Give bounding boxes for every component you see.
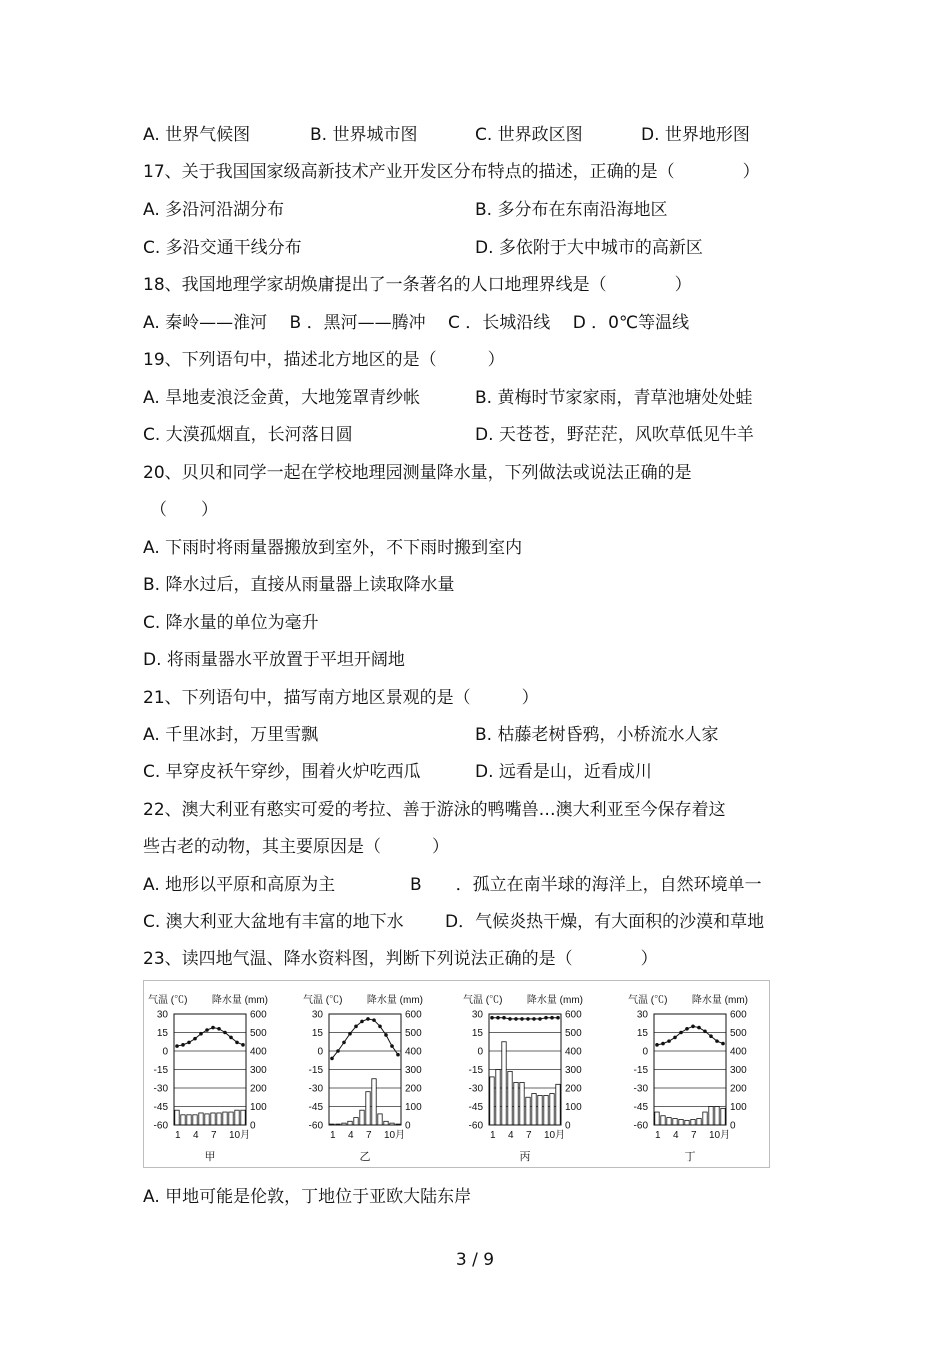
precipitation-tick-label: 500	[565, 1028, 582, 1039]
q21-stem: 21、下列语句中，描写南方地区景观的是（ ）	[143, 688, 539, 708]
temperature-point	[667, 1039, 671, 1043]
temperature-point	[396, 1053, 400, 1057]
precipitation-bar	[360, 1110, 364, 1125]
temperature-tick-label: -45	[153, 1102, 168, 1113]
q21-option-a: A. 千里冰封，万里雪飘	[143, 725, 319, 745]
precipitation-bar	[354, 1118, 358, 1125]
q20-option-a: A. 下雨时将雨量器搬放到室外，不下雨时搬到室内	[143, 538, 523, 558]
month-tick-label: 10月	[384, 1130, 406, 1141]
month-tick-label: 1	[490, 1130, 496, 1141]
precipitation-bar	[679, 1119, 683, 1125]
precipitation-tick-label: 600	[730, 1009, 747, 1021]
temperature-line	[657, 1026, 723, 1045]
temperature-point	[348, 1032, 352, 1036]
q22-option-a: A. 地形以平原和高原为主	[143, 875, 336, 895]
q19-option-c: C. 大漠孤烟直，长河落日圆	[143, 425, 353, 445]
q16-option-c: C. 世界政区图	[475, 125, 583, 145]
temperature-axis-title: 气温 (℃)	[303, 995, 343, 1006]
temperature-point	[181, 1043, 185, 1047]
temperature-tick-label: -45	[308, 1102, 323, 1113]
precipitation-bar	[715, 1107, 719, 1126]
precipitation-axis-title: 降水量 (mm)	[691, 995, 748, 1006]
precipitation-tick-label: 300	[565, 1065, 582, 1076]
temperature-tick-label: -60	[308, 1120, 323, 1132]
precipitation-bar	[520, 1082, 524, 1125]
precipitation-tick-label: 300	[730, 1065, 747, 1076]
month-tick-label: 4	[348, 1130, 354, 1141]
precipitation-bar	[703, 1112, 707, 1125]
month-tick-label: 7	[691, 1130, 697, 1141]
temperature-point	[544, 1016, 548, 1020]
precipitation-tick-label: 200	[250, 1083, 267, 1095]
precipitation-bar	[709, 1107, 713, 1126]
precipitation-tick-label: 100	[565, 1102, 582, 1113]
q23-option-a: A. 甲地可能是伦敦，丁地位于亚欧大陆东岸	[143, 1187, 472, 1207]
temperature-point	[336, 1049, 340, 1053]
precipitation-tick-label: 600	[565, 1009, 582, 1021]
temperature-point	[229, 1036, 233, 1040]
month-tick-label: 7	[211, 1130, 217, 1141]
temperature-tick-label: 0	[477, 1046, 483, 1058]
precipitation-bar	[532, 1094, 536, 1125]
temperature-point	[360, 1020, 364, 1024]
temperature-tick-label: 15	[156, 1028, 168, 1039]
precipitation-bar	[544, 1095, 548, 1125]
precipitation-tick-label: 0	[565, 1120, 571, 1132]
temperature-point	[526, 1017, 530, 1021]
temperature-point	[709, 1034, 713, 1038]
temperature-tick-label: -60	[468, 1120, 483, 1132]
climate-charts-figure	[143, 980, 770, 1168]
precipitation-bar	[721, 1108, 725, 1125]
precipitation-tick-label: 200	[405, 1083, 422, 1095]
temperature-point	[715, 1039, 719, 1043]
precipitation-tick-label: 100	[730, 1102, 747, 1113]
precipitation-tick-label: 600	[250, 1009, 267, 1021]
temperature-point	[354, 1025, 358, 1029]
temperature-tick-label: 30	[311, 1009, 323, 1021]
q23-stem: 23、读四地气温、降水资料图，判断下列说法正确的是（ ）	[143, 949, 658, 969]
temperature-point	[378, 1025, 382, 1029]
temperature-tick-label: -45	[633, 1102, 648, 1113]
q16-option-d: D. 世界地形图	[641, 125, 750, 145]
temperature-tick-label: -15	[153, 1065, 168, 1076]
temperature-point	[502, 1016, 506, 1020]
precipitation-bar	[372, 1079, 376, 1125]
precipitation-axis-title: 降水量 (mm)	[526, 995, 583, 1006]
temperature-tick-label: 15	[636, 1028, 648, 1039]
q16-option-b: B. 世界城市图	[310, 125, 418, 145]
temperature-line	[332, 1019, 398, 1058]
q20-option-c: C. 降水量的单位为毫升	[143, 613, 319, 633]
q20-answer-paren: （ ）	[150, 500, 218, 520]
precipitation-bar	[217, 1113, 221, 1125]
precipitation-bar	[205, 1114, 209, 1125]
temperature-point	[211, 1026, 215, 1030]
precipitation-bar	[187, 1115, 191, 1125]
precipitation-tick-label: 400	[405, 1046, 422, 1058]
month-tick-label: 7	[526, 1130, 532, 1141]
temperature-line	[492, 1018, 558, 1019]
temperature-tick-label: -15	[633, 1065, 648, 1076]
precipitation-bar	[538, 1095, 542, 1125]
temperature-point	[342, 1041, 346, 1045]
q18-options: A. 秦岭——淮河 B ．黑河——腾冲 C ．长城沿线 D ．0℃等温线	[143, 313, 690, 333]
precipitation-tick-label: 500	[250, 1028, 267, 1039]
temperature-tick-label: -60	[633, 1120, 648, 1132]
temperature-point	[703, 1029, 707, 1033]
temperature-tick-label: 0	[642, 1046, 648, 1058]
temperature-axis-title: 气温 (℃)	[628, 995, 668, 1006]
temperature-point	[520, 1017, 524, 1021]
temperature-tick-label: -30	[308, 1083, 323, 1095]
precipitation-bar	[526, 1097, 530, 1125]
q19-option-b: B. 黄梅时节家家雨，青草池塘处处蛙	[475, 388, 753, 408]
temperature-tick-label: -15	[468, 1065, 483, 1076]
temperature-tick-label: -30	[468, 1083, 483, 1095]
month-tick-label: 10月	[709, 1130, 731, 1141]
precipitation-tick-label: 600	[405, 1009, 422, 1021]
temperature-point	[241, 1043, 245, 1047]
q20-option-d: D. 将雨量器水平放置于平坦开阔地	[143, 650, 405, 670]
precipitation-axis-title: 降水量 (mm)	[211, 995, 268, 1006]
q17-stem: 17、关于我国国家级高新技术产业开发区分布特点的描述，正确的是（ ）	[143, 162, 760, 182]
precipitation-bar	[667, 1118, 671, 1125]
precipitation-bar	[496, 1070, 500, 1126]
precipitation-bar	[490, 1077, 494, 1125]
q22-option-d: D．气候炎热干燥，有大面积的沙漠和草地	[445, 912, 765, 932]
precipitation-tick-label: 0	[405, 1120, 411, 1132]
q19-option-a: A. 旱地麦浪泛金黄，大地笼罩青纱帐	[143, 388, 421, 408]
q18-stem: 18、我国地理学家胡焕庸提出了一条著名的人口地理界线是（ ）	[143, 275, 692, 295]
precipitation-tick-label: 400	[565, 1046, 582, 1058]
precipitation-tick-label: 0	[250, 1120, 256, 1132]
temperature-tick-label: -45	[468, 1102, 483, 1113]
precipitation-tick-label: 200	[730, 1083, 747, 1095]
precipitation-tick-label: 500	[730, 1028, 747, 1039]
temperature-tick-label: 30	[471, 1009, 483, 1021]
precipitation-bar	[348, 1121, 352, 1125]
q21-option-d: D. 远看是山，近看成川	[475, 762, 652, 782]
temperature-tick-label: 0	[317, 1046, 323, 1058]
temperature-point	[490, 1016, 494, 1020]
temperature-point	[691, 1025, 695, 1029]
q17-option-c: C. 多沿交通干线分布	[143, 238, 302, 258]
temperature-tick-label: 15	[471, 1028, 483, 1039]
temperature-tick-label: -15	[308, 1065, 323, 1076]
temperature-point	[235, 1041, 239, 1045]
temperature-tick-label: -30	[633, 1083, 648, 1095]
temperature-point	[205, 1028, 209, 1032]
precipitation-bar	[685, 1120, 689, 1125]
chart-title: 乙	[359, 1151, 371, 1163]
chart-title: 丙	[519, 1151, 531, 1163]
temperature-point	[199, 1032, 203, 1036]
temperature-tick-label: -30	[153, 1083, 168, 1095]
precipitation-bar	[691, 1119, 695, 1125]
temperature-point	[721, 1042, 725, 1046]
precipitation-bar	[697, 1119, 701, 1125]
temperature-point	[223, 1031, 227, 1035]
precipitation-bar	[366, 1092, 370, 1125]
precipitation-bar	[193, 1115, 197, 1125]
temperature-point	[655, 1043, 659, 1047]
q20-option-b: B. 降水过后，直接从雨量器上读取降水量	[143, 575, 455, 595]
month-tick-label: 7	[366, 1130, 372, 1141]
month-tick-label: 4	[673, 1130, 679, 1141]
q22-stem-line-1: 22、澳大利亚有憨实可爱的考拉、善于游泳的鸭嘴兽…澳大利亚至今保存着这	[143, 800, 726, 820]
temperature-point	[217, 1027, 221, 1031]
temperature-line	[177, 1028, 243, 1047]
q19-stem: 19、下列语句中，描述北方地区的是（ ）	[143, 350, 505, 370]
month-tick-label: 1	[330, 1130, 336, 1141]
q22-option-b: B ．孤立在南半球的海洋上，自然环境单一	[410, 875, 762, 895]
precipitation-tick-label: 500	[405, 1028, 422, 1039]
precipitation-bar	[211, 1113, 215, 1125]
temperature-point	[193, 1037, 197, 1041]
temperature-point	[538, 1017, 542, 1021]
month-tick-label: 1	[655, 1130, 661, 1141]
q22-stem-line-2: 些古老的动物，其主要原因是（ ）	[143, 837, 449, 857]
precipitation-bar	[235, 1110, 239, 1125]
temperature-point	[697, 1026, 701, 1030]
q22-option-c: C. 澳大利亚大盆地有丰富的地下水	[143, 912, 404, 932]
precipitation-tick-label: 0	[730, 1120, 736, 1132]
climate-charts-svg	[144, 981, 769, 1167]
month-tick-label: 10月	[544, 1130, 566, 1141]
precipitation-bar	[655, 1112, 659, 1125]
precipitation-bar	[199, 1113, 203, 1125]
temperature-tick-label: 0	[162, 1046, 168, 1058]
temperature-point	[330, 1057, 334, 1061]
precipitation-tick-label: 200	[565, 1083, 582, 1095]
precipitation-bar	[508, 1071, 512, 1125]
precipitation-bar	[378, 1114, 382, 1125]
temperature-point	[508, 1017, 512, 1021]
temperature-point	[661, 1042, 665, 1046]
temperature-tick-label: -60	[153, 1120, 168, 1132]
q16-option-a: A. 世界气候图	[143, 125, 251, 145]
q21-option-b: B. 枯藤老树昏鸦，小桥流水人家	[475, 725, 719, 745]
temperature-point	[532, 1017, 536, 1021]
precipitation-bar	[673, 1119, 677, 1125]
temperature-axis-title: 气温 (℃)	[463, 995, 503, 1006]
month-tick-label: 1	[175, 1130, 181, 1141]
q17-option-d: D. 多依附于大中城市的高新区	[475, 238, 703, 258]
temperature-tick-label: 15	[311, 1028, 323, 1039]
precipitation-bar	[229, 1112, 233, 1125]
q19-option-d: D. 天苍苍，野茫茫，风吹草低见牛羊	[475, 425, 754, 445]
precipitation-bar	[556, 1084, 560, 1125]
temperature-tick-label: 30	[156, 1009, 168, 1021]
precipitation-bar	[550, 1094, 554, 1125]
page-number: 3 / 9	[455, 1250, 495, 1270]
precipitation-bar	[175, 1110, 179, 1125]
q17-option-a: A. 多沿河沿湖分布	[143, 200, 285, 220]
q20-stem: 20、贝贝和同学一起在学校地理园测量降水量，下列做法或说法正确的是	[143, 463, 692, 483]
temperature-point	[372, 1018, 376, 1022]
temperature-point	[514, 1017, 518, 1021]
q21-option-c: C. 早穿皮袄午穿纱，围着火炉吃西瓜	[143, 762, 421, 782]
temperature-point	[384, 1033, 388, 1037]
temperature-point	[550, 1016, 554, 1020]
temperature-point	[685, 1027, 689, 1031]
temperature-point	[175, 1044, 179, 1048]
temperature-point	[556, 1016, 560, 1020]
precipitation-tick-label: 400	[250, 1046, 267, 1058]
temperature-point	[187, 1041, 191, 1045]
month-tick-label: 10月	[229, 1130, 251, 1141]
month-tick-label: 4	[193, 1130, 199, 1141]
precipitation-bar	[223, 1112, 227, 1125]
chart-title: 甲	[204, 1151, 216, 1163]
temperature-point	[366, 1017, 370, 1021]
temperature-point	[390, 1044, 394, 1048]
precipitation-tick-label: 400	[730, 1046, 747, 1058]
precipitation-bar	[241, 1110, 245, 1125]
month-tick-label: 4	[508, 1130, 514, 1141]
temperature-point	[679, 1031, 683, 1035]
precipitation-bar	[181, 1115, 185, 1125]
precipitation-tick-label: 100	[405, 1102, 422, 1113]
temperature-tick-label: 30	[636, 1009, 648, 1021]
temperature-point	[673, 1036, 677, 1040]
temperature-point	[496, 1016, 500, 1020]
precipitation-axis-title: 降水量 (mm)	[366, 995, 423, 1006]
precipitation-bar	[661, 1116, 665, 1125]
precipitation-bar	[502, 1042, 506, 1125]
precipitation-tick-label: 100	[250, 1102, 267, 1113]
precipitation-tick-label: 300	[250, 1065, 267, 1076]
precipitation-tick-label: 300	[405, 1065, 422, 1076]
q17-option-b: B. 多分布在东南沿海地区	[475, 200, 668, 220]
precipitation-bar	[514, 1082, 518, 1125]
temperature-axis-title: 气温 (℃)	[148, 995, 188, 1006]
precipitation-bar	[384, 1121, 388, 1125]
chart-title: 丁	[684, 1151, 696, 1163]
